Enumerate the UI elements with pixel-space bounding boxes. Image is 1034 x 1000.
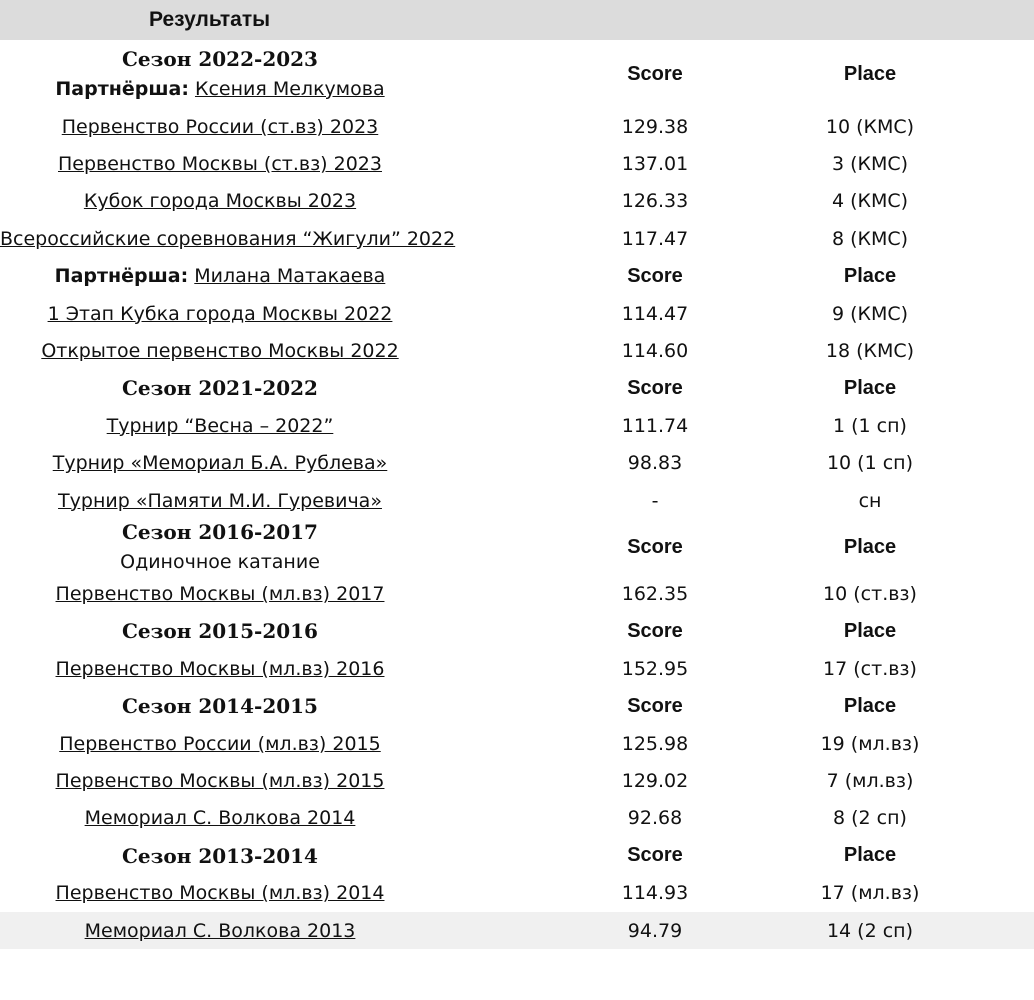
event-link[interactable]: Кубок города Москвы 2023 <box>83 190 357 213</box>
partner-link[interactable]: Ксения Мелкумова <box>194 78 385 100</box>
table-row <box>0 108 1034 145</box>
table-row <box>0 800 1034 837</box>
score-value: 129.38 <box>621 115 689 138</box>
table-row <box>0 407 1034 444</box>
score-value: 162.35 <box>621 582 689 605</box>
place-column-header: Place <box>843 376 897 399</box>
table-row <box>0 295 1034 332</box>
season-title: Сезон 2015-2016 <box>122 619 318 644</box>
score-value: 114.60 <box>621 340 689 363</box>
event-link[interactable]: Всероссийские соревнования “Жигули” 2022 <box>0 227 456 250</box>
table-row <box>0 332 1034 369</box>
page-title: Результаты <box>149 8 271 31</box>
table-row <box>0 874 1034 911</box>
place-column-header: Place <box>843 535 897 558</box>
partner-header-row <box>0 258 1034 295</box>
partner-label: Партнёрша: <box>54 265 189 288</box>
place-value: 4 (КМС) <box>831 190 909 213</box>
season-header-row <box>0 613 1034 650</box>
season-header-row <box>0 370 1034 407</box>
place-column-header: Place <box>843 844 897 867</box>
table-row <box>0 183 1034 220</box>
score-value: 137.01 <box>621 153 689 176</box>
place-column-header: Place <box>843 62 897 85</box>
score-value: 117.47 <box>621 227 689 250</box>
place-value: сн <box>858 489 882 512</box>
table-row <box>0 575 1034 612</box>
place-value: 10 (КМС) <box>825 115 915 138</box>
results-table <box>0 40 1034 949</box>
score-value: 125.98 <box>621 732 689 755</box>
score-column-header: Score <box>627 535 683 558</box>
place-value: 18 (КМС) <box>825 340 915 363</box>
event-link[interactable]: Первенство Москвы (мл.вз) 2016 <box>55 657 385 680</box>
table-row <box>0 762 1034 799</box>
score-column-header: Score <box>627 619 683 642</box>
place-column-header: Place <box>843 619 897 642</box>
season-title: Сезон 2013-2014 <box>122 843 318 868</box>
place-value: 19 (мл.вз) <box>820 732 920 755</box>
season-title: Сезон 2014-2015 <box>122 694 318 719</box>
table-row <box>0 650 1034 687</box>
place-value: 8 (КМС) <box>831 227 909 250</box>
place-value: 7 (мл.вз) <box>826 769 914 792</box>
table-row <box>0 912 1034 949</box>
place-value: 3 (КМС) <box>831 153 909 176</box>
table-row <box>0 725 1034 762</box>
table-row <box>0 220 1034 257</box>
place-value: 9 (КМС) <box>831 302 909 325</box>
event-link[interactable]: Первенство Москвы (ст.вз) 2023 <box>58 153 382 176</box>
season-header-row <box>0 837 1034 874</box>
score-value: 126.33 <box>621 190 689 213</box>
score-column-header: Score <box>627 376 683 399</box>
event-link[interactable]: Первенство России (мл.вз) 2015 <box>59 732 381 755</box>
score-value: 98.83 <box>627 452 683 475</box>
results-header-bar <box>0 0 1034 40</box>
season-header-row <box>0 40 1034 108</box>
event-link[interactable]: Мемориал С. Волкова 2014 <box>84 807 356 830</box>
season-header-row <box>0 519 1034 575</box>
partner-label: Партнёрша: <box>55 78 189 100</box>
score-value: 152.95 <box>621 657 689 680</box>
event-link[interactable]: Открытое первенство Москвы 2022 <box>41 340 399 363</box>
table-row <box>0 145 1034 182</box>
season-title: Сезон 2022-2023 <box>122 47 318 71</box>
event-link[interactable]: Первенство Москвы (мл.вз) 2017 <box>55 582 385 605</box>
event-link[interactable]: 1 Этап Кубка города Москвы 2022 <box>47 302 393 325</box>
season-title: Сезон 2021-2022 <box>122 376 318 401</box>
event-link[interactable]: Первенство Москвы (мл.вз) 2014 <box>55 882 385 905</box>
place-column-header: Place <box>843 264 897 287</box>
event-link[interactable]: Турнир «Мемориал Б.А. Рублева» <box>52 452 388 475</box>
event-link[interactable]: Первенство России (ст.вз) 2023 <box>61 115 379 138</box>
event-link[interactable]: Первенство Москвы (мл.вз) 2015 <box>55 769 385 792</box>
score-value: 94.79 <box>627 919 683 942</box>
event-link[interactable]: Турнир «Памяти М.И. Гуревича» <box>58 489 382 512</box>
score-value: 92.68 <box>627 807 683 830</box>
score-value: 129.02 <box>621 769 689 792</box>
place-value: 17 (мл.вз) <box>820 882 920 905</box>
score-value: - <box>651 489 659 512</box>
score-column-header: Score <box>627 844 683 867</box>
discipline-label: Одиночное катание <box>120 551 320 574</box>
event-link[interactable]: Турнир “Весна – 2022” <box>106 414 334 437</box>
place-value: 17 (ст.вз) <box>823 657 917 680</box>
place-column-header: Place <box>843 694 897 717</box>
score-value: 114.93 <box>621 882 689 905</box>
table-row <box>0 445 1034 482</box>
season-title: Сезон 2016-2017 <box>122 520 318 545</box>
score-value: 111.74 <box>621 414 689 437</box>
score-column-header: Score <box>627 264 683 287</box>
partner-link[interactable]: Милана Матакаева <box>194 265 386 288</box>
place-value: 10 (ст.вз) <box>823 582 917 605</box>
place-value: 10 (1 сп) <box>826 452 914 475</box>
place-value: 1 (1 сп) <box>833 414 907 437</box>
season-header-row <box>0 687 1034 724</box>
partner-line <box>0 265 440 287</box>
score-value: 114.47 <box>621 302 689 325</box>
table-row <box>0 482 1034 519</box>
score-column-header: Score <box>627 62 683 85</box>
partner-line <box>55 74 384 104</box>
event-link[interactable]: Мемориал С. Волкова 2013 <box>84 919 356 942</box>
place-value: 14 (2 сп) <box>826 919 914 942</box>
place-value: 8 (2 сп) <box>833 807 907 830</box>
score-column-header: Score <box>627 694 683 717</box>
